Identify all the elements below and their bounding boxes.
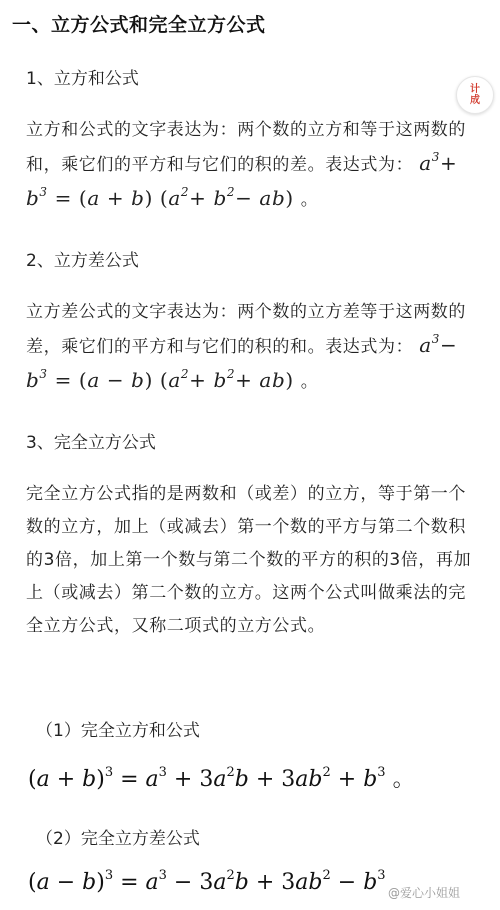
subsection-cube-difference-title: （2）完全立方差公式 bbox=[36, 829, 200, 849]
section-3-paragraph: 完全立方公式指的是两数和（或差）的立方，等于第一个数的立方，加上（或减去）第一个数的平方与第二个数积的3倍，加上第一个数与第二个数的平方的积的3倍，再加上（或减去）第二个数的立方。这两个公式叫做乘法的完全立方公式，又称二项式的立方公式。 bbox=[26, 484, 472, 636]
perfect-cube-sum-formula: $(a + b)^3 = a^3 + 3a^2b + 3ab^2 + b^3$ 。 bbox=[28, 765, 415, 792]
watermark: @爱心小姐姐 bbox=[388, 886, 461, 900]
section-1-title: 1、立方和公式 bbox=[26, 69, 139, 89]
calculator-badge-icon[interactable]: 计 成 bbox=[456, 76, 494, 114]
perfect-cube-difference-formula: $(a - b)^3 = a^3 - 3a^2b + 3ab^2 - b^3$ bbox=[28, 868, 386, 895]
page-title: 一、立方公式和完全立方公式 bbox=[12, 14, 266, 36]
cube-difference-formula: $a^3- b^3 = (a - b)$ $(a^2+ b^2+ ab)$ bbox=[26, 332, 458, 392]
section-2-paragraph: 立方差公式的文字表达为：两个数的立方差等于这两数的差，乘它们的平方和与它们的积的和。表达式为： $a^3- b^3 = (a - b)$ $(a^2+ b^2+ ab)$ 。 bbox=[26, 302, 466, 392]
section-2-title: 2、立方差公式 bbox=[26, 251, 139, 271]
cube-sum-formula: $a^3+ b^3 = (a + b)$ $(a^2+ b^2- ab)$ bbox=[26, 150, 458, 210]
section-3-title: 3、完全立方公式 bbox=[26, 433, 156, 453]
subsection-cube-sum-title: （1）完全立方和公式 bbox=[36, 721, 200, 741]
section-1-paragraph: 立方和公式的文字表达为：两个数的立方和等于这两数的和，乘它们的平方和与它们的积的差。表达式为： $a^3+ b^3 = (a + b)$ $(a^2+ b^2- ab)$ 。 bbox=[26, 120, 466, 210]
